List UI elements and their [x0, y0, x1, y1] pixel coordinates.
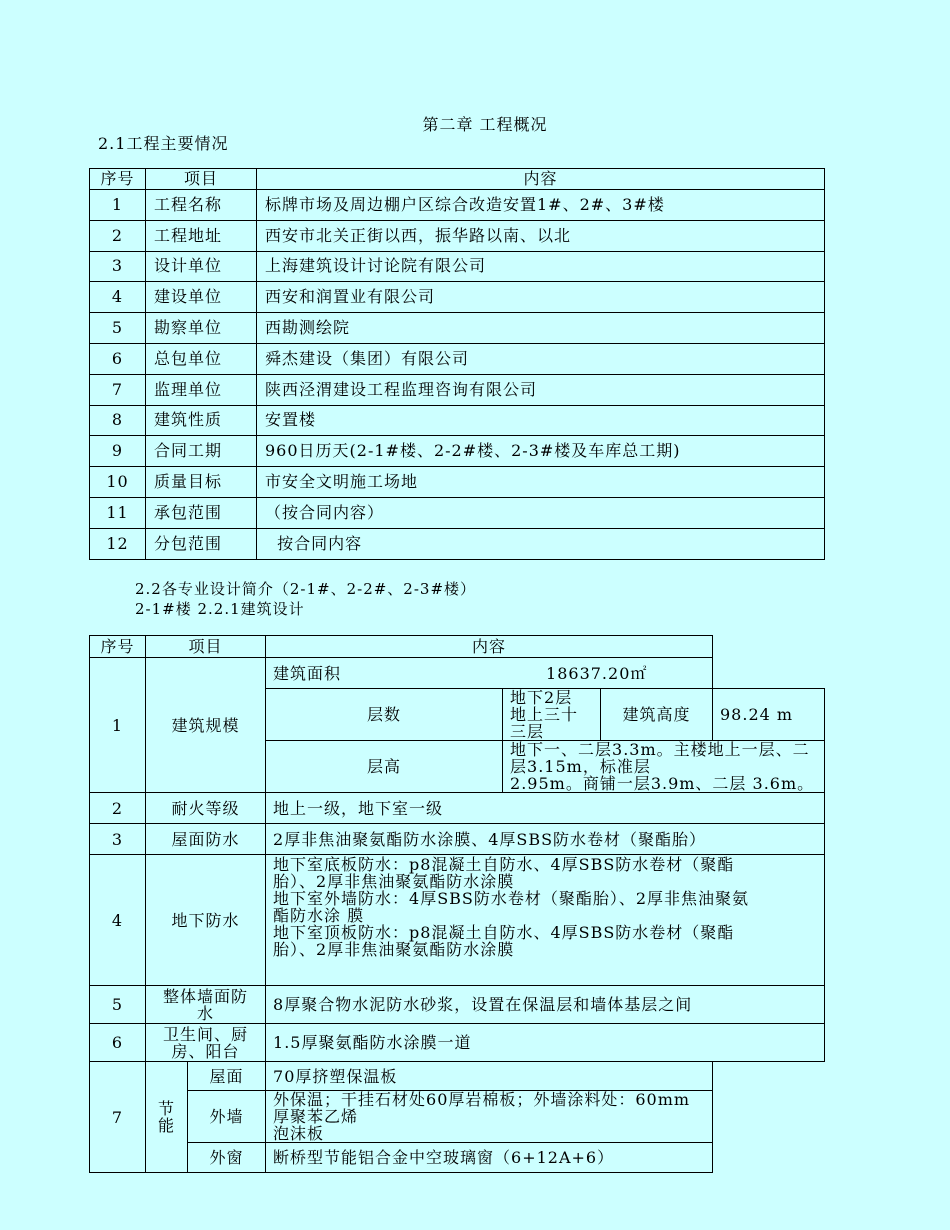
building-area-label: 建筑面积 [273, 663, 342, 683]
row-no: 1 [90, 658, 146, 793]
table-row [90, 1062, 825, 1091]
row-no: 8 [90, 405, 146, 436]
table-row [90, 986, 825, 1024]
row-content: 安置楼 [257, 405, 825, 436]
row-content: 舜杰建设（集团）有限公司 [257, 343, 825, 374]
content-line: 外保温；干挂石材处60厚岩棉板；外墙涂料处：60mm厚聚苯乙烯 [273, 1090, 691, 1126]
architectural-design-table [89, 635, 825, 1173]
row-no: 12 [90, 528, 146, 559]
table-row [90, 658, 825, 689]
row-content: 西安和润置业有限公司 [257, 282, 825, 313]
section-heading-2-2: 2.2各专业设计简介（2-1#、2-2#、2-3#楼） [135, 580, 477, 598]
item-line: 水 [197, 1003, 215, 1023]
row-no: 7 [90, 374, 146, 405]
row-item: 工程名称 [146, 190, 257, 221]
section-heading-2-2-1: 2-1#楼 2.2.1建筑设计 [135, 600, 305, 618]
row-no: 4 [90, 855, 146, 986]
row-content [266, 855, 825, 986]
row-content: 1.5厚聚氨酯防水涂膜一道 [266, 1024, 825, 1062]
row-content: 地上一级，地下室一级 [266, 793, 825, 824]
row-item: 建筑性质 [146, 405, 257, 436]
section-heading-2-1: 2.1工程主要情况 [98, 134, 229, 153]
table-row [90, 251, 825, 282]
row-item: 设计单位 [146, 251, 257, 282]
row-content: 上海建筑设计讨论院有限公司 [257, 251, 825, 282]
table-row [90, 824, 825, 855]
row-item: 分包范围 [146, 528, 257, 559]
table-row [90, 528, 825, 559]
row-content: 8厚聚合物水泥防水砂浆，设置在保温层和墙体基层之间 [266, 986, 825, 1024]
row-item: 质量目标 [146, 467, 257, 498]
table-row [90, 497, 825, 528]
item-line: 卫生间、厨 [163, 1024, 249, 1044]
building-area-cell [266, 658, 713, 689]
table-row [90, 405, 825, 436]
building-area-value: 18637.20㎡ [546, 663, 648, 683]
row-no: 3 [90, 251, 146, 282]
row-no: 1 [90, 190, 146, 221]
row-item: 建设单位 [146, 282, 257, 313]
item-line: 整体墙面防 [163, 986, 249, 1006]
row-no: 5 [90, 313, 146, 344]
row-item [146, 986, 266, 1024]
row-no: 2 [90, 220, 146, 251]
row-content: （按合同内容） [257, 497, 825, 528]
row-no: 10 [90, 467, 146, 498]
item-line: 房、阳台 [171, 1041, 240, 1061]
sub-item-content [266, 1091, 713, 1143]
table-row [90, 793, 825, 824]
row-content: 西勘测绘院 [257, 313, 825, 344]
sub-item-label: 外墙 [188, 1091, 266, 1143]
row-no: 11 [90, 497, 146, 528]
content-line: 地下室顶板防水：p8混凝土自防水、4厚SBS防水卷材（聚酯 [273, 923, 735, 942]
header-item: 项目 [146, 636, 266, 658]
table-header-row [90, 169, 825, 190]
table-row [90, 313, 825, 344]
header-item: 项目 [146, 169, 257, 190]
table-row [90, 467, 825, 498]
sub-item-label: 外窗 [188, 1143, 266, 1173]
row-content: 陕西泾渭建设工程监理咨询有限公司 [257, 374, 825, 405]
row-item: 工程地址 [146, 220, 257, 251]
row-no: 2 [90, 793, 146, 824]
row-no: 9 [90, 436, 146, 467]
floors-line: 地下2层 [510, 688, 573, 707]
project-overview-table [89, 168, 825, 560]
table-header-row [90, 636, 825, 658]
group-line: 能 [157, 1116, 175, 1135]
row-content: 2厚非焦油聚氨酯防水涂膜、4厚SBS防水卷材（聚酯胎） [266, 824, 825, 855]
table-row [90, 436, 825, 467]
sub-item-label: 屋面 [188, 1062, 266, 1091]
content-line: 地下室外墙防水：4厚SBS防水卷材（聚酯胎）、2厚非焦油聚氨 [273, 889, 750, 908]
table-row [90, 1091, 825, 1143]
row-content: 市安全文明施工场地 [257, 467, 825, 498]
sub-item-content: 断桥型节能铝合金中空玻璃窗（6+12A+6） [266, 1143, 713, 1173]
content-line: 胎）、2厚非焦油聚氨酯防水涂膜 [273, 872, 515, 891]
content-line: 酯防水涂 膜 [273, 906, 365, 925]
content-line: 胎）、2厚非焦油聚氨酯防水涂膜 [273, 940, 515, 959]
row-content: 标牌市场及周边棚户区综合改造安置1#、2#、3#楼 [257, 190, 825, 221]
floor-height-value [503, 741, 825, 793]
header-content: 内容 [266, 636, 713, 658]
chapter-title: 第二章 工程概况 [422, 115, 548, 134]
row-item [146, 1024, 266, 1062]
table-row [90, 220, 825, 251]
row-content: 西安市北关正街以西，振华路以南、以北 [257, 220, 825, 251]
energy-group-label [146, 1062, 188, 1173]
floors-line: 地上三十三层 [510, 705, 579, 741]
row-item: 勘察单位 [146, 313, 257, 344]
row-content: 960日历天(2-1#楼、2-2#楼、2-3#楼及车库总工期) [257, 436, 825, 467]
row-item: 监理单位 [146, 374, 257, 405]
row-item: 承包范围 [146, 497, 257, 528]
header-no: 序号 [90, 636, 146, 658]
floors-label: 层数 [266, 689, 503, 741]
row-no: 3 [90, 824, 146, 855]
content-line: 泡沫板 [273, 1124, 325, 1143]
row-item: 建筑规模 [146, 658, 266, 793]
table-row [90, 1024, 825, 1062]
table-row [90, 374, 825, 405]
floors-value [503, 689, 601, 741]
table-row [90, 190, 825, 221]
floor-height-label: 层高 [266, 741, 503, 793]
row-item: 耐火等级 [146, 793, 266, 824]
row-no: 6 [90, 343, 146, 374]
table-row [90, 1143, 825, 1173]
row-item: 总包单位 [146, 343, 257, 374]
group-line: 节 [157, 1099, 175, 1118]
floor-height-line: 地下一、二层3.3m。主楼地上一层、二层3.15m，标准层 [510, 740, 810, 776]
height-value: 98.24 m [713, 689, 825, 741]
row-item: 地下防水 [146, 855, 266, 986]
content-line: 地下室底板防水：p8混凝土自防水、4厚SBS防水卷材（聚酯 [273, 855, 735, 874]
sub-item-content: 70厚挤塑保温板 [266, 1062, 713, 1091]
header-content: 内容 [257, 169, 825, 190]
table-row [90, 855, 825, 986]
row-item: 屋面防水 [146, 824, 266, 855]
row-no: 5 [90, 986, 146, 1024]
row-no: 4 [90, 282, 146, 313]
table-row [90, 343, 825, 374]
floor-height-line: 2.95m。商铺一层3.9m、二层 3.6m。 [510, 774, 815, 793]
header-no: 序号 [90, 169, 146, 190]
table-row [90, 282, 825, 313]
height-label: 建筑高度 [601, 689, 713, 741]
row-no: 6 [90, 1024, 146, 1062]
row-no: 7 [90, 1062, 146, 1173]
row-content: 按合同内容 [257, 528, 825, 559]
row-item: 合同工期 [146, 436, 257, 467]
